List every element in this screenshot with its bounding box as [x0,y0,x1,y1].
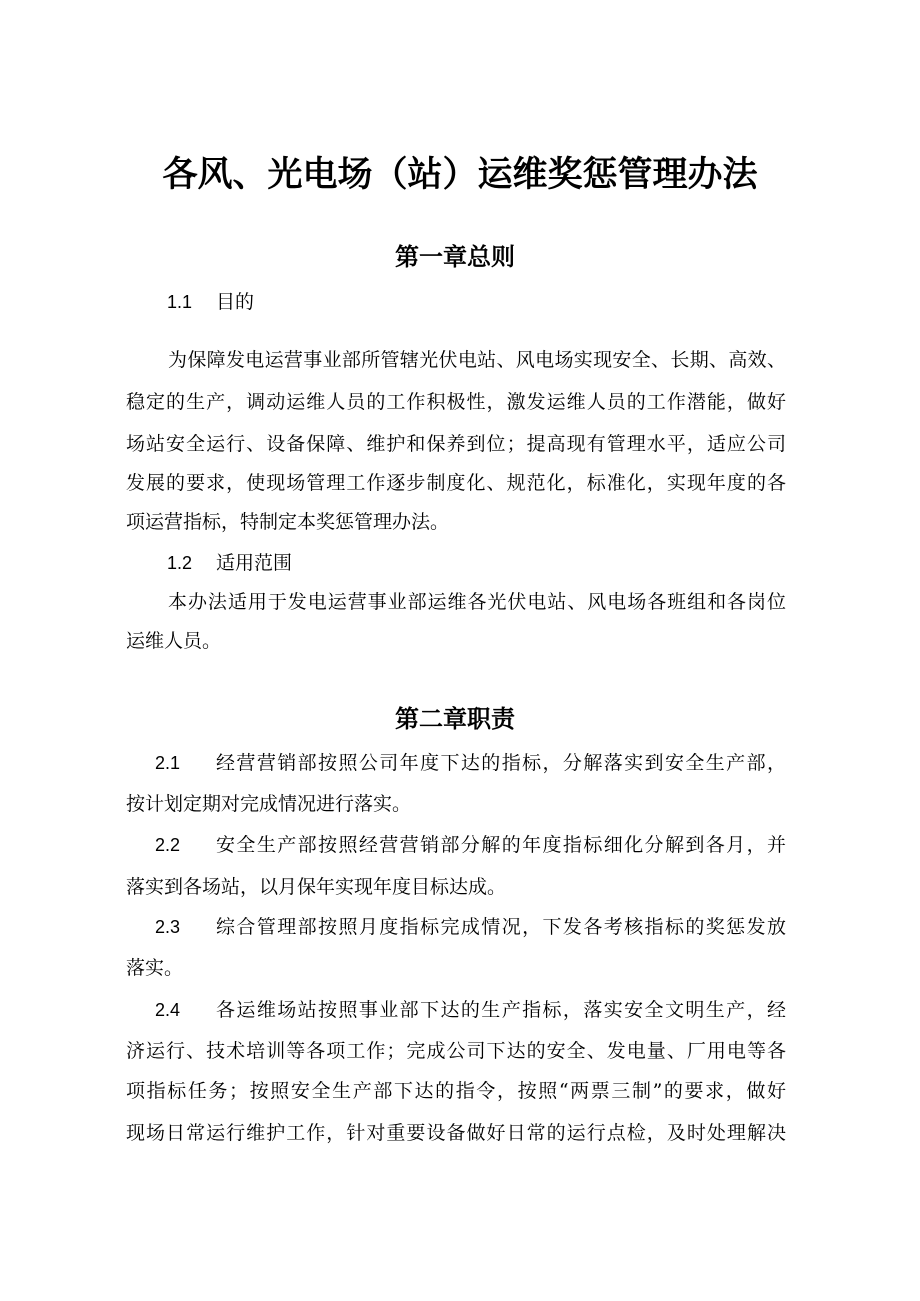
item-2-1-line: 经营营销部按照公司年度下达的指标，分解落实到安全生产部， [216,752,786,774]
section-1-2-heading: 适用范围 [216,552,293,574]
item-2-3-number: 2.3 [155,917,181,937]
section-1-1-number: 1.1 [167,292,193,312]
section-1-2-paragraph-line: 本办法适用于发电运营事业部运维各光伏电站、风电场各班组和各岗位 [168,591,786,613]
item-2-1-number: 2.1 [155,753,181,773]
section-1-1-paragraph-line: 稳定的生产，调动运维人员的工作积极性，激发运维人员的工作潜能，做好 [126,391,786,413]
item-2-2-line: 落实到各场站，以月保年实现年度目标达成。 [126,876,507,898]
chapter-1-heading: 第一章总则 [395,243,515,271]
chapter-2-heading: 第二章职责 [395,705,515,733]
item-2-3-line: 综合管理部按照月度指标完成情况，下发各考核指标的奖惩发放 [216,916,786,938]
section-1-1-paragraph-line: 为保障发电运营事业部所管辖光伏电站、风电场实现安全、长期、高效、 [168,349,786,371]
section-1-2-paragraph-line: 运维人员。 [126,630,222,652]
section-1-1-paragraph-line: 场站安全运行、设备保障、维护和保养到位；提高现有管理水平，适应公司 [126,433,786,455]
section-1-1-paragraph-line: 项运营指标，特制定本奖惩管理办法。 [126,511,450,533]
section-1-2-number: 1.2 [167,553,193,573]
item-2-4-line: 项指标任务；按照安全生产部下达的指令，按照“两票三制”的要求，做好 [126,1080,786,1102]
document-title: 各风、光电场（站）运维奖惩管理办法 [162,155,758,195]
section-1-1-paragraph-line: 发展的要求，使现场管理工作逐步制度化、规范化，标准化，实现年度的各 [126,472,786,494]
section-1-1-heading: 目的 [216,291,255,313]
item-2-4-line: 现场日常运行维护工作，针对重要设备做好日常的运行点检，及时处理解决 [126,1122,786,1144]
item-2-1-line: 按计划定期对完成情况进行落实。 [126,793,412,815]
item-2-2-number: 2.2 [155,835,181,855]
item-2-3-line: 落实。 [126,957,184,979]
item-2-4-line: 各运维场站按照事业部下达的生产指标，落实安全文明生产，经 [216,999,786,1021]
item-2-2-line: 安全生产部按照经营营销部分解的年度指标细化分解到各月，并 [216,834,786,856]
item-2-4-line: 济运行、技术培训等各项工作；完成公司下达的安全、发电量、厂用电等各 [126,1040,786,1062]
item-2-4-number: 2.4 [155,1000,181,1020]
